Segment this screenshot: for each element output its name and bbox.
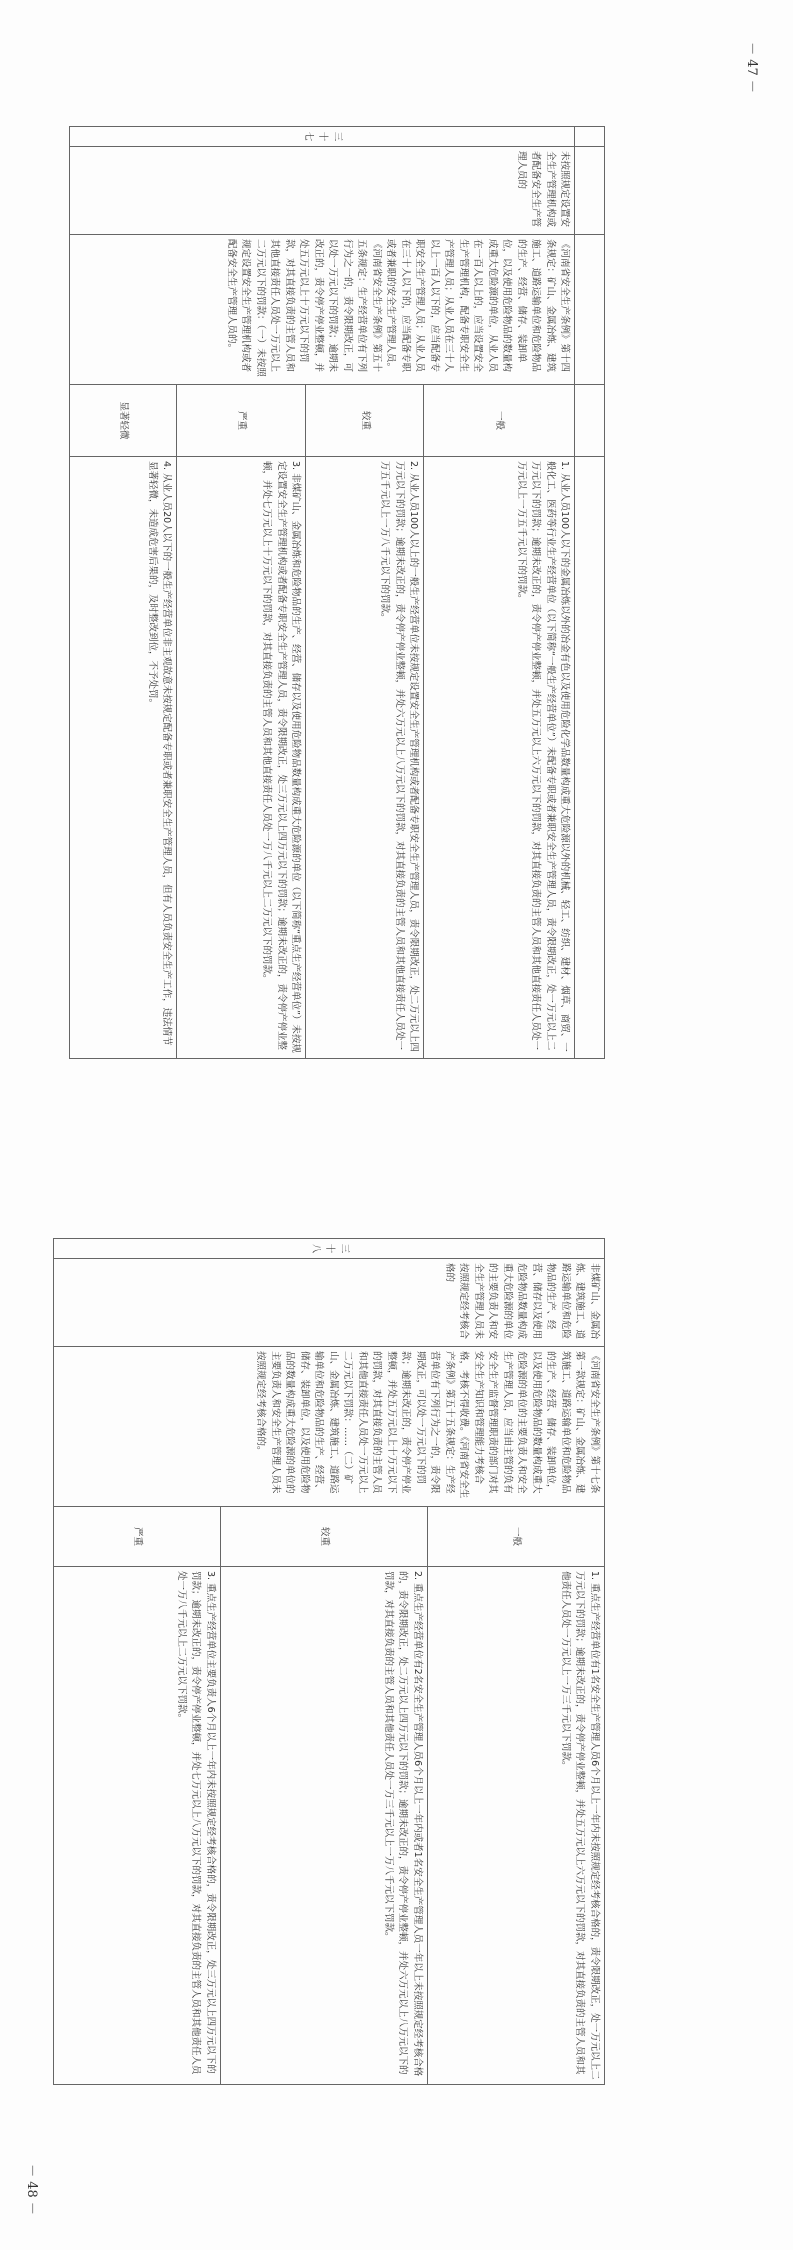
item-number: 三十八	[54, 1239, 605, 1259]
item-number: 三十七	[70, 127, 575, 147]
severity-level: 显著轻微	[70, 385, 177, 457]
penalty-standard: 2. 从业人员100人以上的一般生产经营单位未按规定设置安全生产管理机构或者配备专职安全生产管理人员，责令限期改正，处二万元以上四万元以下的罚款；逾期未改正的，责令停产停业整顿，并处六万元以上八万元以下的罚款，对其直接负责的主管人员和其他直接责任人员处一万五千元以上一万八千元以下的罚款。	[306, 457, 424, 1059]
page-47	[69, 126, 605, 1058]
severity-level: 较重	[306, 385, 424, 457]
violation-cell: 非煤矿山、金属冶炼、建筑施工、道路运输单位和危险物品的生产、经营、储存以及使用危险物品数量构成重大危险源的单位的主要负责人和安全生产管理人员未按照规定经考核合格的	[54, 1259, 605, 1347]
violation-cell: 未按照规定设置安全生产管理机构或者配备安全生产管理人员的	[70, 147, 575, 235]
penalty-standard: 4. 从业人员20人以下的一般生产经营单位非主观故意未按规定配备专职或者兼职安全生产管理人员，但有人员负责安全生产工作，违法情节显著轻微，未造成危害后果的，及时整改到位，不予处罚。	[70, 457, 177, 1059]
severity-level: 一般	[428, 1507, 605, 1567]
severity-level: 较重	[221, 1507, 428, 1567]
page-number-47: － 47 －	[743, 42, 759, 93]
penalty-standard: 3. 非煤矿山、金属冶炼和危险物品的生产、经营、储存以及使用危险物品数量构成重大危险源的单位（以下简称“重点生产经营单位”）未按规定设置安全生产管理机构或者配备专职安全生产管理人员，责令限期改正，处三万元以上四万元以下的罚款；逾期未改正的，责令停产停业整顿，并处七万元以上十万元以下的罚款，对其直接负责的主管人员和其他直接责任人员处一万八千元以上二万元以下的罚款。	[177, 457, 306, 1059]
penalty-standard: 3. 重点生产经营单位主要负责人6个月以上一年内未按照规定经考核合格的，责令限期改正，处三万元以上四万元以下的罚款；逾期未改正的，责令停产停业整顿，并处七万元以上八万元以下的罚款，对其直接负责的主管人员和其他责任人员处一万八千元以上二万元以下罚款。	[54, 1567, 221, 2085]
penalty-standard: 1. 从业人员100人以下的金属冶炼以外的冶金有色以及使用危险化学品数量构成重大危险源以外的机械、轻工、纺织、建材、烟草、商贸、一般化工、医药等行业生产经营单位（以下简称“一般生产经营单位”）未配备专职或者兼职安全生产管理人员，责令限期改正，处一万元以上二万元以下的罚款；逾期未改正的，责令停产停业整顿，并处五万元以上六万元以下的罚款，对其直接负责的主管人员和其他直接责任人员处一万元以上一万五千元以下的罚款。	[424, 457, 575, 1059]
severity-level: 一般	[424, 385, 575, 457]
penalty-table-47	[69, 126, 605, 1059]
table-row	[424, 127, 575, 1059]
page-number-48: － 48 －	[23, 2164, 39, 2215]
page-48	[69, 1238, 605, 2084]
severity-level: 严重	[177, 385, 306, 457]
penalty-standard: 1. 重点生产经营单位有1名安全生产管理人员6个月以上一年内未按照规定经考核合格的，责令限期改正，处一万元以上二万元以下的罚款；逾期未改正的，责令停产停业整顿，并处五万元以上六万元以下的罚款，对其直接负责的主管人员和其他责任人员处一万元以上一万三千元以下罚款。	[428, 1567, 605, 2085]
table-row	[428, 1239, 605, 2085]
legal-basis-cell: 《河南省安全生产条例》第十四条规定：矿山、金属冶炼、建筑施工、道路运输单位和危险物品的生产、经营、储存、装卸单位，以及使用危险物品的数量构成重大危险源的单位，从业人员在一百人以上的，应当设置安全生产管理机构，配备专职安全生产管理人员；从业人员在三十人以上一百人以下的，应当配备专职安全生产管理人员；从业人员在三十人以下的，应当配备专职或者兼职的安全生产管理人员。《河南省安全生产条例》第五十五条规定：生产经营单位有下列行为之一的，责令限期改正，可以处一万元以下的罚款；逾期未改正的，责令停产停业整顿，并处五万元以上十万元以下的罚款，对其直接负责的主管人员和其他直接责任人员处一万元以上二万元以下的罚款：（一）未按照规定设置安全生产管理机构或者配备安全生产管理人员的。	[70, 235, 575, 385]
penalty-standard: 2. 重点生产经营单位有2名安全生产管理人员6个月以上一年内或者1名安全生产管理人员一年以上未按照规定经考核合格的，责令限期改正，处二万元以上四万元以下的罚款；逾期未改正的，责令停产停业整顿，并处六万元以上八万元以下的罚款，对其直接负责的主管人员和其他责任人员处一万三千元以上一万八千元以下罚款。	[221, 1567, 428, 2085]
penalty-table-48	[53, 1238, 605, 2085]
table-header-row	[575, 127, 605, 1059]
severity-level: 严重	[54, 1507, 221, 1567]
legal-basis-cell: 《河南省安全生产条例》第十七条第一款规定：矿山、金属冶炼、建筑施工、道路运输单位和危险物品的生产、经营、储存、装卸单位，以及使用危险物品的数量构成重大危险源的单位的主要负责人和安全生产管理人员，应当由主管的负有安全生产监督管理职责的部门对其安全生产知识和管理能力考核合格，考核不得收费。《河南省安全生产条例》第五十五条规定：生产经营单位有下列行为之一的，责令限期改正，可以处一万元以下的罚款；逾期未改正的，责令停产停业整顿，并处五万元以上十万元以下的罚款，对其直接负责的主管人员和其他直接责任人员处一万元以上二万元以下罚款：……（二）矿山、金属冶炼、建筑施工、道路运输单位和危险物品的生产、经营、储存、装卸单位，以及使用危险物品的数量构成重大危险源的单位的主要负责人和安全生产管理人员未按照规定经考核合格的。	[54, 1347, 605, 1507]
